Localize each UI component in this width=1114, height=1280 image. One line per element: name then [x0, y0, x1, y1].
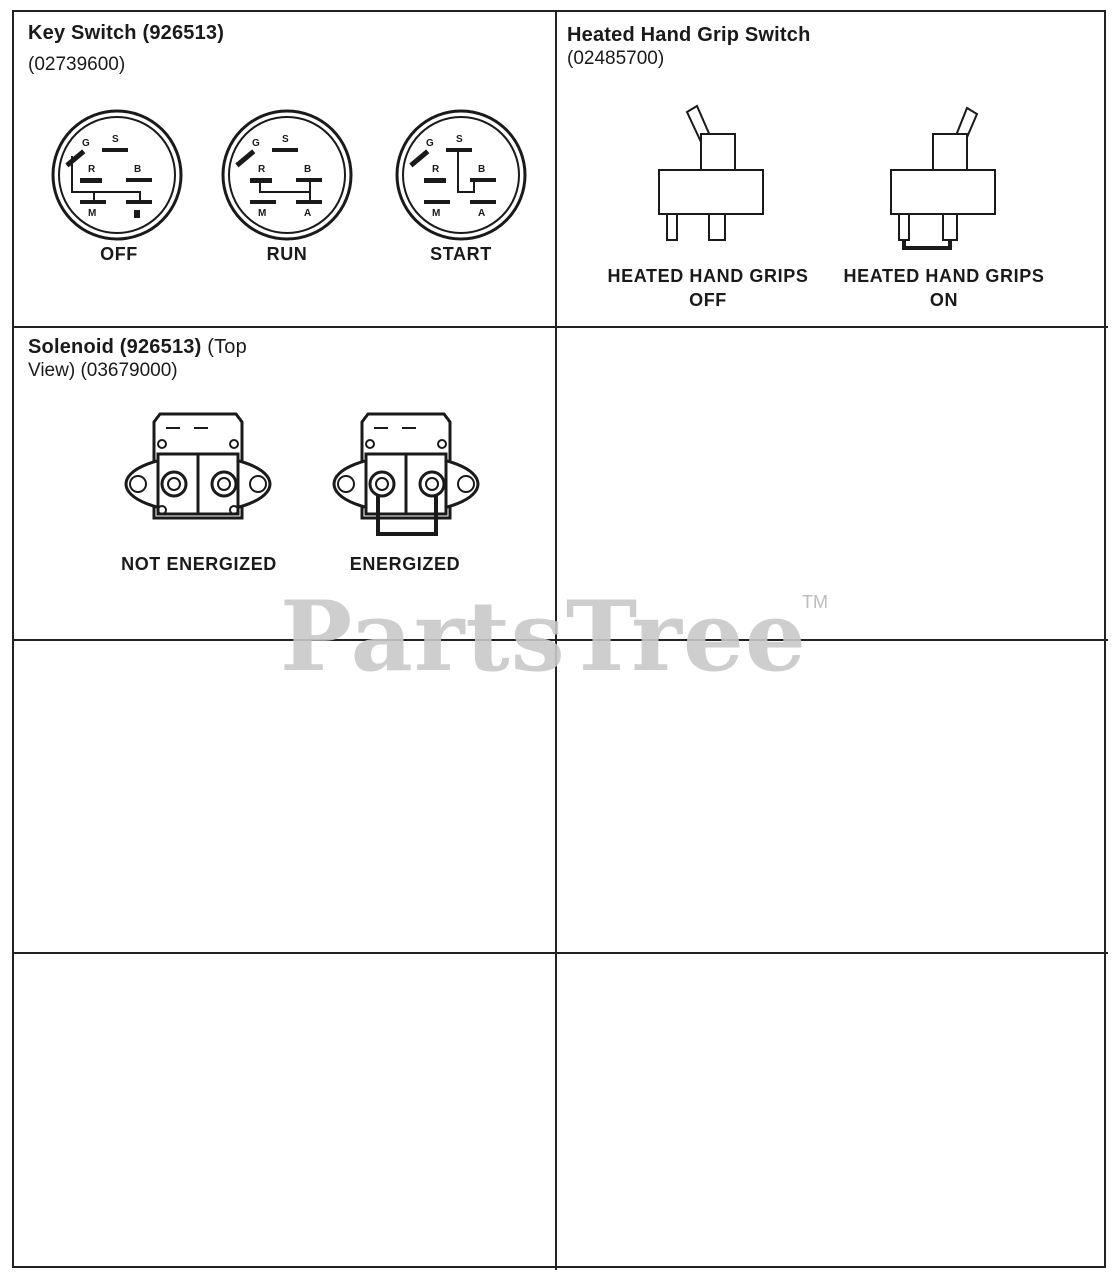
solenoid-not-energized-caption: NOT ENERGIZED [121, 554, 277, 574]
svg-text:G: G [252, 138, 260, 149]
svg-text:G: G [82, 138, 90, 149]
svg-text:B: B [478, 164, 486, 175]
solenoid-energized-diagram [332, 414, 482, 544]
solenoid-title [28, 336, 247, 359]
solenoid-title-line2: View) (03679000) [28, 360, 178, 381]
svg-text:A: A [304, 208, 312, 219]
svg-text:S: S [112, 134, 119, 145]
grip-switch-on-diagram [889, 102, 999, 257]
svg-text:R: R [432, 164, 440, 175]
grip-switch-part-number: (02485700) [567, 48, 665, 69]
svg-text:M: M [88, 208, 97, 219]
partstree-watermark: PartsTree [280, 580, 807, 693]
key-switch-part-number: (02739600) [28, 54, 126, 75]
grip-switch-title: Heated Hand Grip Switch [567, 24, 811, 46]
svg-text:A: A [478, 208, 486, 219]
solenoid-title-bold: Solenoid (926513) [28, 336, 202, 358]
svg-text:R: R [88, 164, 96, 175]
key-switch-off-caption: OFF [100, 244, 138, 264]
solenoid-title-rest: (Top [201, 336, 247, 358]
svg-text:B: B [304, 164, 312, 175]
key-switch-title: Key Switch (926513) [28, 22, 225, 44]
svg-text:M: M [258, 208, 267, 219]
grip-switch-off-caption-line2: OFF [689, 290, 727, 310]
svg-text:R: R [258, 164, 266, 175]
key-switch-run-caption: RUN [266, 244, 308, 264]
key-switch-run-diagram [220, 108, 354, 242]
svg-text:M: M [432, 208, 441, 219]
grip-switch-on-caption-line1: HEATED HAND GRIPS [843, 266, 1045, 286]
solenoid-not-energized-diagram [124, 414, 274, 524]
grip-switch-off-diagram [657, 102, 767, 252]
trademark-symbol: TM [802, 592, 828, 612]
key-switch-panel [14, 12, 557, 328]
solenoid-energized-caption: ENERGIZED [349, 554, 461, 574]
svg-text:B: B [134, 164, 142, 175]
key-switch-start-diagram [394, 108, 528, 242]
key-switch-start-caption: START [430, 244, 492, 264]
empty-panel-5 [557, 954, 1108, 1270]
grip-switch-off-caption-line1: HEATED HAND GRIPS [607, 266, 809, 286]
svg-text:G: G [426, 138, 434, 149]
grip-switch-on-caption-line2: ON [929, 290, 959, 310]
svg-text:S: S [282, 134, 289, 145]
svg-text:S: S [456, 134, 463, 145]
key-switch-off-diagram [50, 108, 184, 242]
empty-panel-4 [14, 954, 557, 1270]
grip-switch-panel [557, 12, 1108, 328]
